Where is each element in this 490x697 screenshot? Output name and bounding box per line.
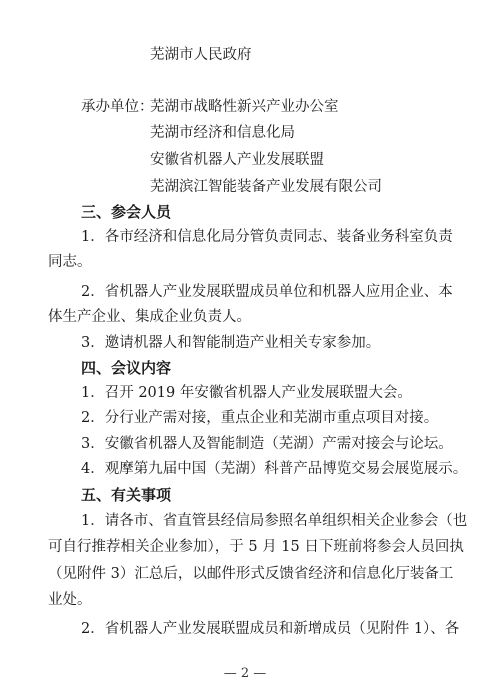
paragraph-line: 同志。	[48, 254, 92, 270]
paragraph-line: 1．召开 2019 年安徽省机器人产业发展联盟大会。	[81, 385, 412, 401]
paragraph-line: 3．安徽省机器人及智能制造（芜湖）产需对接会与论坛。	[81, 436, 453, 452]
organizer-line: 安徽省机器人产业发展联盟	[150, 152, 324, 168]
section-heading: 五、有关事项	[81, 486, 172, 504]
organizer-line: 芜湖市人民政府	[150, 47, 252, 63]
paragraph-line: 4．观摩第九届中国（芜湖）科普产品博览交易会展览展示。	[81, 461, 468, 477]
paragraph-line: 1．各市经济和信息化局分管负责同志、装备业务科室负责	[81, 229, 453, 245]
paragraph-line: （见附件 3）汇总后，以邮件形式反馈省经济和信息化厅装备工	[48, 566, 454, 582]
organizer-line: 芜湖市经济和信息化局	[150, 125, 295, 141]
section-heading: 三、参会人员	[81, 203, 172, 221]
undertaker-label: 承办单位：	[81, 99, 154, 115]
paragraph-line: 2．省机器人产业发展联盟成员和新增成员（见附件 1）、各	[81, 621, 460, 637]
page-number: — 2 —	[223, 666, 267, 681]
paragraph-line: 3．邀请机器人和智能制造产业相关专家参加。	[81, 335, 381, 351]
paragraph-line: 2．省机器人产业发展联盟成员单位和机器人应用企业、本	[81, 284, 453, 300]
paragraph-line: 业处。	[48, 592, 92, 608]
paragraph-line: 可自行推荐相关企业参加），于 5 月 15 日下班前将参会人员回执	[48, 539, 464, 555]
paragraph-line: 1．请各市、省直管县经信局参照名单组织相关企业参会（也	[81, 513, 468, 529]
paragraph-line: 2．分行业产需对接，重点企业和芜湖市重点项目对接。	[81, 410, 439, 426]
organizer-line: 芜湖滨江智能装备产业发展有限公司	[150, 179, 382, 195]
organizer-line: 芜湖市战略性新兴产业办公室	[150, 99, 339, 115]
paragraph-line: 体生产企业、集成企业负责人。	[48, 309, 251, 325]
section-heading: 四、会议内容	[81, 359, 172, 377]
